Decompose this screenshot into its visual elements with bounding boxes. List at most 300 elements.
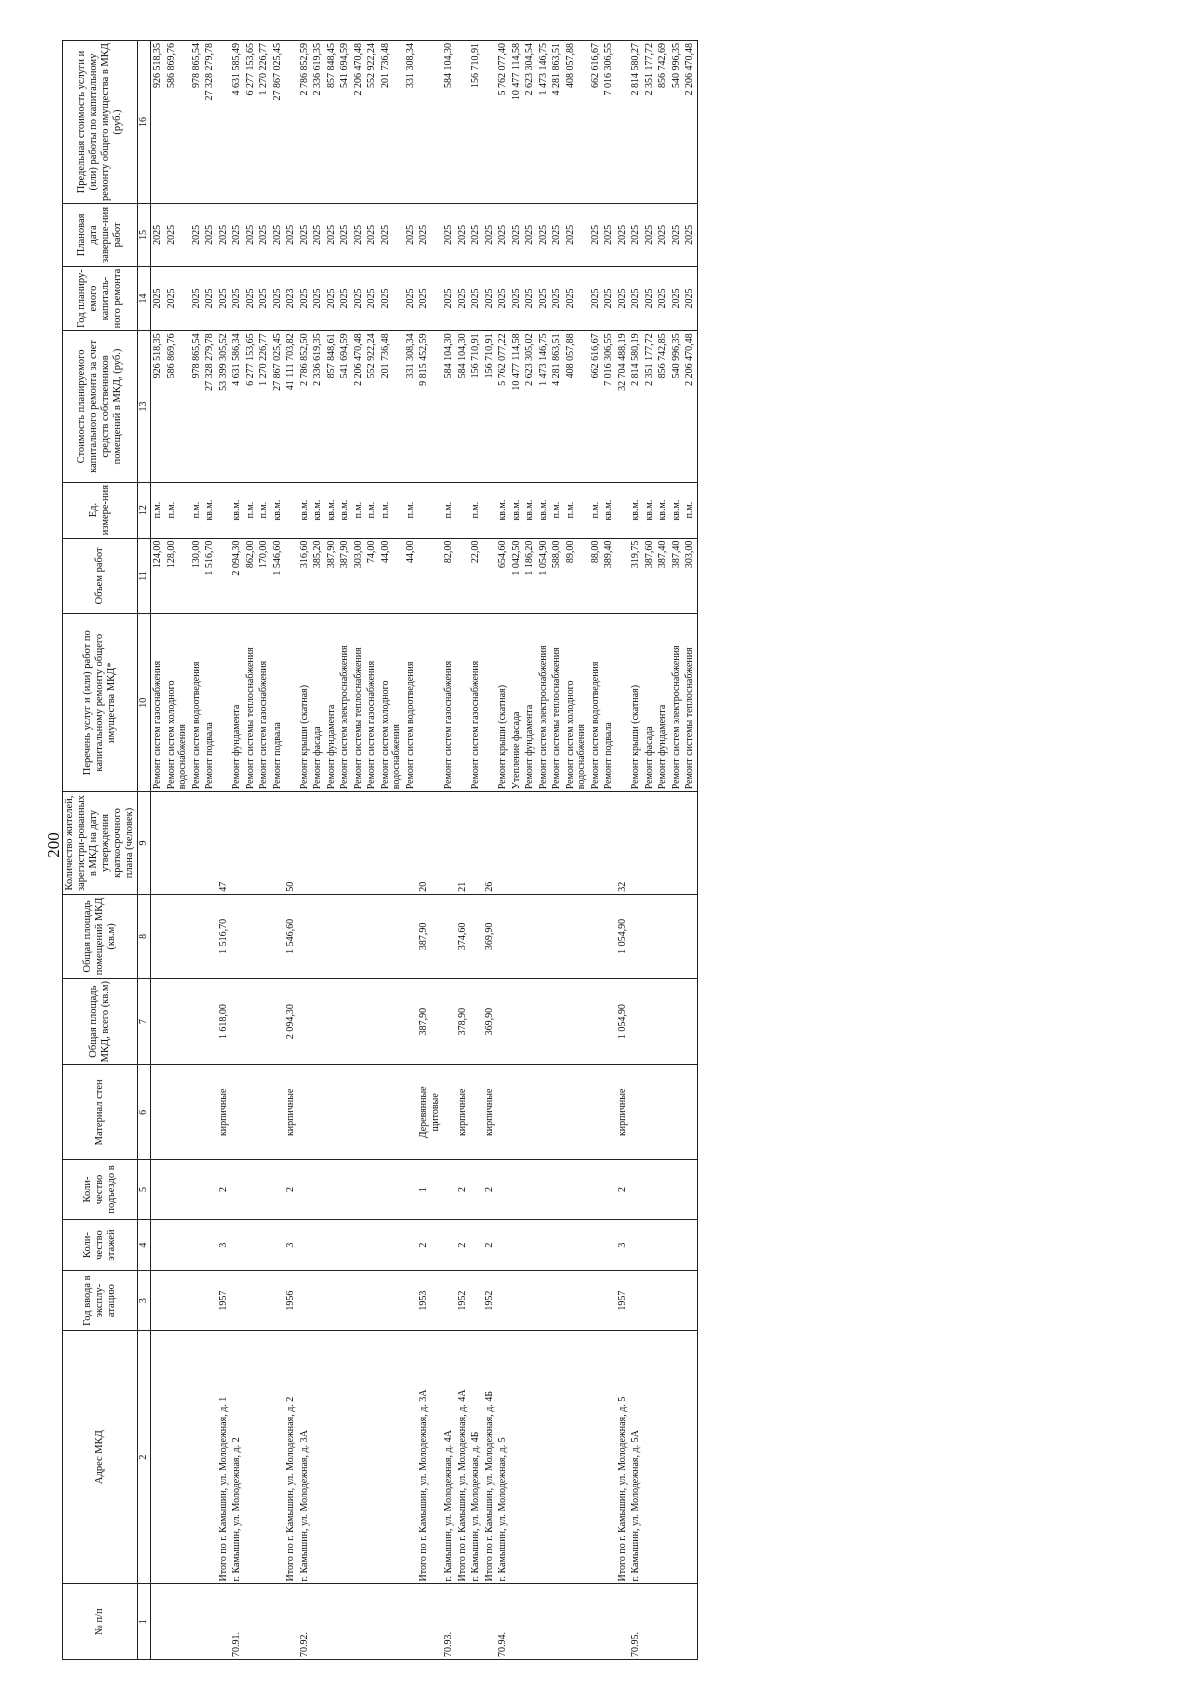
completion-year-cell: 2025 [589, 204, 603, 267]
table-body [151, 41, 698, 1660]
wall-material-cell [656, 1065, 670, 1160]
wall-material-cell: кирпичные [284, 1065, 298, 1160]
work-type-cell: Ремонт системы теплоснабжения [550, 614, 564, 792]
max-cost-cell: 4 631 585,49 [230, 41, 244, 204]
completion-year-cell: 2025 [496, 204, 510, 267]
planned-year-cell: 2025 [365, 266, 379, 331]
premises-area-cell [670, 894, 684, 978]
column-number: 6 [138, 1065, 151, 1160]
total-area-cell: 1 054,90 [616, 978, 630, 1064]
max-cost-cell: 156 710,91 [469, 41, 483, 204]
floors-cell [230, 1219, 244, 1271]
header-cell: Стоимость планируемого капитального ремонта за счет средств собственников помещений в МКД, (руб.) [63, 331, 138, 482]
year-built-cell [629, 1271, 643, 1330]
year-built-cell [496, 1271, 510, 1330]
entrances-cell [656, 1160, 670, 1219]
row-number [190, 1584, 204, 1660]
premises-area-cell [469, 894, 483, 978]
max-cost-cell [217, 41, 231, 204]
row-number [244, 1584, 258, 1660]
entrances-cell [683, 1160, 697, 1219]
entrances-cell [165, 1160, 190, 1219]
table-row [379, 41, 404, 1660]
planned-year-cell: 2025 [643, 266, 657, 331]
unit-cell: кв.м. [325, 482, 339, 538]
work-type-cell: Ремонт крыши (скатная) [496, 614, 510, 792]
wall-material-cell [629, 1065, 643, 1160]
planned-year-cell: 2025 [483, 266, 497, 331]
total-area-cell [442, 978, 456, 1064]
entrances-cell: 1 [417, 1160, 442, 1219]
planned-cost-cell: 586 869,76 [165, 331, 190, 482]
table-row [257, 41, 271, 1660]
work-volume-cell: 22,00 [469, 538, 483, 614]
total-area-cell: 378,90 [456, 978, 470, 1064]
premises-area-cell [510, 894, 524, 978]
header-cell: № п/п [63, 1584, 138, 1660]
floors-cell [537, 1219, 551, 1271]
premises-area-cell [352, 894, 366, 978]
planned-year-cell: 2025 [244, 266, 258, 331]
planned-year-cell: 2025 [379, 266, 404, 331]
premises-area-cell [338, 894, 352, 978]
planned-cost-cell: 4 281 863,51 [550, 331, 564, 482]
premises-area-cell [203, 894, 217, 978]
work-type-cell: Ремонт систем электроснабжения [537, 614, 551, 792]
address-cell: Итого по г. Камышин, ул. Молодежная, д. 2 [284, 1330, 298, 1584]
unit-cell: кв.м. [311, 482, 325, 538]
work-volume-cell: 88,00 [589, 538, 603, 614]
wall-material-cell [442, 1065, 456, 1160]
address-cell [670, 1330, 684, 1584]
work-volume-cell: 2 094,30 [230, 538, 244, 614]
year-built-cell [190, 1271, 204, 1330]
completion-year-cell: 2025 [483, 204, 497, 267]
work-volume-cell: 387,40 [656, 538, 670, 614]
premises-area-cell [496, 894, 510, 978]
header-cell: Ед. измере-ния [63, 482, 138, 538]
max-cost-cell: 2 623 304,54 [523, 41, 537, 204]
wall-material-cell: кирпичные [616, 1065, 630, 1160]
table-row [456, 41, 470, 1660]
entrances-cell [469, 1160, 483, 1219]
work-volume-cell: 1 042,50 [510, 538, 524, 614]
planned-cost-cell: 53 399 305,52 [217, 331, 231, 482]
work-volume-cell: 389,40 [602, 538, 616, 614]
premises-area-cell [298, 894, 312, 978]
floors-cell [379, 1219, 404, 1271]
max-cost-cell [284, 41, 298, 204]
address-cell [550, 1330, 564, 1584]
work-type-cell: Утепление фасада [510, 614, 524, 792]
work-type-cell [483, 614, 497, 792]
planned-year-cell: 2025 [602, 266, 616, 331]
premises-area-cell [523, 894, 537, 978]
residents-cell: 26 [483, 792, 497, 895]
work-type-cell: Ремонт фасада [643, 614, 657, 792]
address-cell [271, 1330, 285, 1584]
table-row [352, 41, 366, 1660]
planned-cost-cell: 2 814 580,19 [629, 331, 643, 482]
table-row [244, 41, 258, 1660]
completion-year-cell: 2025 [151, 204, 165, 267]
total-area-cell [510, 978, 524, 1064]
premises-area-cell [656, 894, 670, 978]
row-number [616, 1584, 630, 1660]
work-type-cell: Ремонт систем газоснабжения [469, 614, 483, 792]
total-area-cell: 387,90 [417, 978, 442, 1064]
residents-cell [338, 792, 352, 895]
planned-cost-cell: 7 016 306,55 [602, 331, 616, 482]
work-volume-cell: 387,90 [325, 538, 339, 614]
unit-cell [483, 482, 497, 538]
residents-cell [271, 792, 285, 895]
table-row [165, 41, 190, 1660]
work-type-cell: Ремонт систем холодного водоснабжения [165, 614, 190, 792]
total-area-cell [550, 978, 564, 1064]
planned-year-cell: 2025 [683, 266, 697, 331]
unit-cell: кв.м. [670, 482, 684, 538]
max-cost-cell: 540 996,35 [670, 41, 684, 204]
wall-material-cell: кирпичные [456, 1065, 470, 1160]
year-built-cell [365, 1271, 379, 1330]
planned-year-cell: 2025 [564, 266, 589, 331]
max-cost-cell: 4 281 863,51 [550, 41, 564, 204]
floors-cell [629, 1219, 643, 1271]
floors-cell [325, 1219, 339, 1271]
entrances-cell [602, 1160, 616, 1219]
max-cost-cell [483, 41, 497, 204]
address-cell: г. Камышин, ул. Молодежная, д. 4А [442, 1330, 456, 1584]
unit-cell: кв.м. [602, 482, 616, 538]
unit-cell: кв.м. [230, 482, 244, 538]
entrances-cell [442, 1160, 456, 1219]
work-type-cell: Ремонт подвала [271, 614, 285, 792]
address-cell: Итого по г. Камышин, ул. Молодежная, д. 3А [417, 1330, 442, 1584]
floors-cell [550, 1219, 564, 1271]
row-number [643, 1584, 657, 1660]
floors-cell: 3 [616, 1219, 630, 1271]
planned-cost-cell: 2 351 177,72 [643, 331, 657, 482]
table-row [670, 41, 684, 1660]
table-row [656, 41, 670, 1660]
header-cell: Перечень услуг и (или) работ по капитальному ремонту общего имущества МКД* [63, 614, 138, 792]
residents-cell [379, 792, 404, 895]
total-area-cell [311, 978, 325, 1064]
work-volume-cell: 387,90 [338, 538, 352, 614]
total-area-cell: 1 618,00 [217, 978, 231, 1064]
planned-year-cell: 2025 [417, 266, 442, 331]
floors-cell [656, 1219, 670, 1271]
premises-area-cell [537, 894, 551, 978]
table-row [537, 41, 551, 1660]
residents-cell [602, 792, 616, 895]
work-type-cell: Ремонт систем водоотведения [190, 614, 204, 792]
column-number: 2 [138, 1330, 151, 1584]
entrances-cell [379, 1160, 404, 1219]
planned-year-cell: 2025 [469, 266, 483, 331]
work-type-cell: Ремонт крыши (скатная) [629, 614, 643, 792]
table-row [483, 41, 497, 1660]
planned-year-cell: 2025 [404, 266, 418, 331]
row-number [203, 1584, 217, 1660]
max-cost-cell: 2 336 619,35 [311, 41, 325, 204]
unit-cell: п.м. [165, 482, 190, 538]
residents-cell [643, 792, 657, 895]
total-area-cell [338, 978, 352, 1064]
planned-cost-cell: 552 922,24 [365, 331, 379, 482]
work-volume-cell [483, 538, 497, 614]
max-cost-cell: 926 518,35 [151, 41, 165, 204]
work-type-cell: Ремонт систем газоснабжения [365, 614, 379, 792]
total-area-cell [257, 978, 271, 1064]
planned-cost-cell: 41 111 703,82 [284, 331, 298, 482]
floors-cell [602, 1219, 616, 1271]
work-volume-cell: 303,00 [352, 538, 366, 614]
row-number [352, 1584, 366, 1660]
unit-cell: кв.м. [496, 482, 510, 538]
planned-year-cell: 2025 [257, 266, 271, 331]
row-number [257, 1584, 271, 1660]
planned-cost-cell: 584 104,30 [442, 331, 456, 482]
total-area-cell [379, 978, 404, 1064]
unit-cell: п.м. [469, 482, 483, 538]
row-number [683, 1584, 697, 1660]
table-row [203, 41, 217, 1660]
row-number [271, 1584, 285, 1660]
planned-cost-cell: 156 710,91 [469, 331, 483, 482]
residents-cell [230, 792, 244, 895]
header-cell: Год ввода в эксплу-атацию [63, 1271, 138, 1330]
completion-year-cell: 2025 [271, 204, 285, 267]
column-number: 7 [138, 978, 151, 1064]
address-cell [523, 1330, 537, 1584]
premises-area-cell: 387,90 [417, 894, 442, 978]
header-cell: Предельная стоимость услуги и (или) работы по капитальному ремонту общего имущества в МКД (руб.) [63, 41, 138, 204]
premises-area-cell [230, 894, 244, 978]
total-area-cell: 2 094,30 [284, 978, 298, 1064]
planned-cost-cell: 6 277 153,65 [244, 331, 258, 482]
table-row [151, 41, 165, 1660]
row-number [537, 1584, 551, 1660]
year-built-cell [550, 1271, 564, 1330]
row-number [365, 1584, 379, 1660]
address-cell: г. Камышин, ул. Молодежная, д. 2 [230, 1330, 244, 1584]
table-row [602, 41, 616, 1660]
premises-area-cell [325, 894, 339, 978]
entrances-cell [629, 1160, 643, 1219]
work-type-cell: Ремонт систем газоснабжения [257, 614, 271, 792]
premises-area-cell: 1 516,70 [217, 894, 231, 978]
residents-cell [564, 792, 589, 895]
planned-cost-cell: 1 270 226,77 [257, 331, 271, 482]
max-cost-cell: 2 786 852,59 [298, 41, 312, 204]
planned-year-cell: 2025 [589, 266, 603, 331]
total-area-cell [165, 978, 190, 1064]
residents-cell: 32 [616, 792, 630, 895]
floors-cell [404, 1219, 418, 1271]
row-number [165, 1584, 190, 1660]
year-built-cell [602, 1271, 616, 1330]
planned-year-cell: 2025 [338, 266, 352, 331]
completion-year-cell: 2025 [510, 204, 524, 267]
completion-year-cell: 2025 [365, 204, 379, 267]
header-cell: Общая площадь помещений МКД (кв.м) [63, 894, 138, 978]
max-cost-cell [616, 41, 630, 204]
residents-cell [442, 792, 456, 895]
row-number [523, 1584, 537, 1660]
table-row [510, 41, 524, 1660]
work-type-cell: Ремонт систем газоснабжения [151, 614, 165, 792]
floors-cell [683, 1219, 697, 1271]
completion-year-cell: 2025 [352, 204, 366, 267]
floors-cell [257, 1219, 271, 1271]
row-number: 70.91. [230, 1584, 244, 1660]
address-cell [510, 1330, 524, 1584]
max-cost-cell: 978 865,54 [190, 41, 204, 204]
entrances-cell [537, 1160, 551, 1219]
premises-area-cell [629, 894, 643, 978]
completion-year-cell: 2025 [404, 204, 418, 267]
unit-cell: п.м. [442, 482, 456, 538]
row-number: 70.92. [298, 1584, 312, 1660]
residents-cell [165, 792, 190, 895]
total-area-cell [683, 978, 697, 1064]
completion-year-cell: 2025 [190, 204, 204, 267]
work-volume-cell: 588,00 [550, 538, 564, 614]
residents-cell: 20 [417, 792, 442, 895]
year-built-cell [151, 1271, 165, 1330]
wall-material-cell [352, 1065, 366, 1160]
address-cell [352, 1330, 366, 1584]
address-cell [311, 1330, 325, 1584]
residents-cell: 50 [284, 792, 298, 895]
planned-cost-cell: 27 328 279,78 [203, 331, 217, 482]
total-area-cell [244, 978, 258, 1064]
floors-cell [469, 1219, 483, 1271]
work-volume-cell: 74,00 [365, 538, 379, 614]
wall-material-cell [325, 1065, 339, 1160]
planned-year-cell: 2025 [352, 266, 366, 331]
address-cell: Итого по г. Камышин, ул. Молодежная, д. 5 [616, 1330, 630, 1584]
entrances-cell [510, 1160, 524, 1219]
row-number [284, 1584, 298, 1660]
completion-year-cell: 2025 [257, 204, 271, 267]
wall-material-cell [379, 1065, 404, 1160]
max-cost-cell: 1 270 226,77 [257, 41, 271, 204]
work-type-cell: Ремонт фасада [311, 614, 325, 792]
header-cell: Плановая дата заверше-ния работ [63, 204, 138, 267]
total-area-cell [365, 978, 379, 1064]
residents-cell: 47 [217, 792, 231, 895]
address-cell: Итого по г. Камышин, ул. Молодежная, д. 4Б [483, 1330, 497, 1584]
planned-cost-cell: 978 865,54 [190, 331, 204, 482]
wall-material-cell [496, 1065, 510, 1160]
planned-cost-cell: 857 848,61 [325, 331, 339, 482]
planned-year-cell: 2025 [523, 266, 537, 331]
max-cost-cell [417, 41, 442, 204]
year-built-cell [271, 1271, 285, 1330]
row-number [404, 1584, 418, 1660]
unit-cell: п.м. [365, 482, 379, 538]
planned-cost-cell: 156 710,91 [483, 331, 497, 482]
residents-cell [496, 792, 510, 895]
header-cell: Объем работ [63, 538, 138, 614]
completion-year-cell: 2025 [338, 204, 352, 267]
work-type-cell [616, 614, 630, 792]
entrances-cell [271, 1160, 285, 1219]
entrances-cell [643, 1160, 657, 1219]
wall-material-cell [683, 1065, 697, 1160]
unit-cell: кв.м. [643, 482, 657, 538]
planned-year-cell: 2025 [656, 266, 670, 331]
address-cell [257, 1330, 271, 1584]
table-header [63, 41, 151, 1660]
planned-year-cell: 2025 [230, 266, 244, 331]
row-number [469, 1584, 483, 1660]
wall-material-cell [564, 1065, 589, 1160]
completion-year-cell: 2025 [203, 204, 217, 267]
premises-area-cell [404, 894, 418, 978]
completion-year-cell: 2025 [523, 204, 537, 267]
residents-cell [151, 792, 165, 895]
unit-cell: п.м. [589, 482, 603, 538]
residents-cell [352, 792, 366, 895]
max-cost-cell: 857 848,45 [325, 41, 339, 204]
work-type-cell: Ремонт крыши (скатная) [298, 614, 312, 792]
table-row [442, 41, 456, 1660]
work-volume-cell: 44,00 [404, 538, 418, 614]
completion-year-cell: 2025 [217, 204, 231, 267]
planned-year-cell: 2025 [616, 266, 630, 331]
wall-material-cell: кирпичные [217, 1065, 231, 1160]
unit-cell: п.м. [151, 482, 165, 538]
wall-material-cell [469, 1065, 483, 1160]
premises-area-cell [257, 894, 271, 978]
residents-cell [190, 792, 204, 895]
address-cell [643, 1330, 657, 1584]
work-volume-cell: 862,00 [244, 538, 258, 614]
unit-cell: кв.м. [537, 482, 551, 538]
planned-year-cell: 2025 [271, 266, 285, 331]
unit-cell: кв.м. [523, 482, 537, 538]
table-row [589, 41, 603, 1660]
address-cell: г. Камышин, ул. Молодежная, д. 4Б [469, 1330, 483, 1584]
work-volume-cell: 316,60 [298, 538, 312, 614]
work-type-cell: Ремонт фундамента [656, 614, 670, 792]
work-type-cell: Ремонт систем электроснабжения [338, 614, 352, 792]
table-row [190, 41, 204, 1660]
residents-cell [523, 792, 537, 895]
total-area-cell [670, 978, 684, 1064]
row-number [417, 1584, 442, 1660]
unit-cell: п.м. [379, 482, 404, 538]
year-built-cell [564, 1271, 589, 1330]
completion-year-cell: 2025 [616, 204, 630, 267]
wall-material-cell [589, 1065, 603, 1160]
column-number: 15 [138, 204, 151, 267]
wall-material-cell: Деревянные щитовые [417, 1065, 442, 1160]
planned-year-cell: 2025 [629, 266, 643, 331]
work-volume-cell [217, 538, 231, 614]
total-area-cell [151, 978, 165, 1064]
planned-cost-cell: 2 206 470,48 [352, 331, 366, 482]
residents-cell: 21 [456, 792, 470, 895]
premises-area-cell [379, 894, 404, 978]
work-volume-cell: 128,00 [165, 538, 190, 614]
row-number [456, 1584, 470, 1660]
header-cell: Коли-чество этажей [63, 1219, 138, 1271]
